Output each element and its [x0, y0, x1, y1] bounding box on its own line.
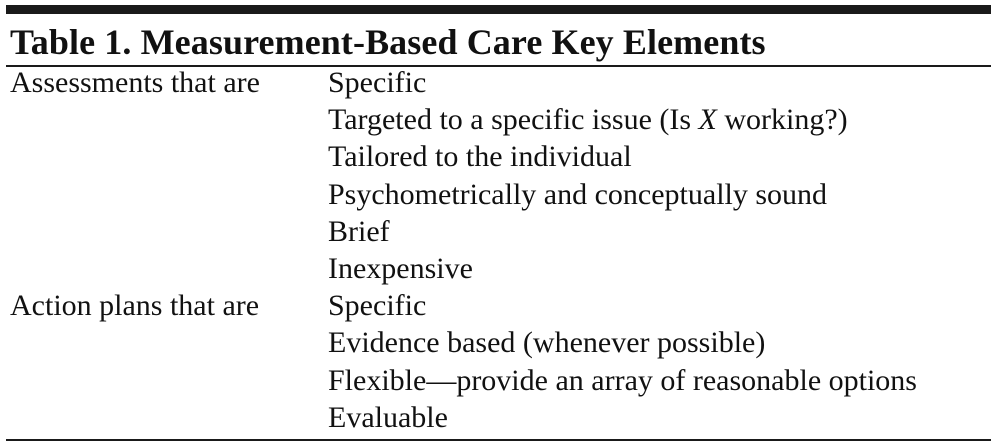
list-item: Psychometrically and conceptually sound — [328, 177, 828, 211]
list-item: Evidence based (whenever possible) — [328, 326, 766, 360]
italic-x-item: Targeted to a specific issue (Is X working?) — [328, 103, 848, 137]
list-item: Tailored to the individual — [328, 140, 632, 174]
list-item: Flexible—provide an array of reasonable options — [328, 363, 917, 397]
list-item: Specific — [328, 66, 427, 99]
group-items — [328, 64, 990, 287]
list-item: Brief — [328, 214, 390, 248]
list-item: Evaluable — [328, 400, 448, 434]
list-item: Inexpensive — [328, 252, 473, 286]
table-bottom-rule — [6, 439, 991, 441]
table — [6, 0, 991, 448]
table-title: Table 1. Measurement-Based Care Key Elements — [10, 22, 766, 62]
table-group-action-plans — [10, 287, 990, 436]
list-item: Specific — [328, 289, 427, 323]
list-item-targeted — [328, 101, 990, 138]
group-items — [328, 287, 990, 436]
table-body — [10, 64, 990, 436]
table-group-assessments — [10, 64, 990, 287]
table-top-rule — [6, 5, 991, 14]
group-label: Action plans that are — [10, 289, 260, 323]
group-label: Assessments that are — [10, 66, 260, 99]
